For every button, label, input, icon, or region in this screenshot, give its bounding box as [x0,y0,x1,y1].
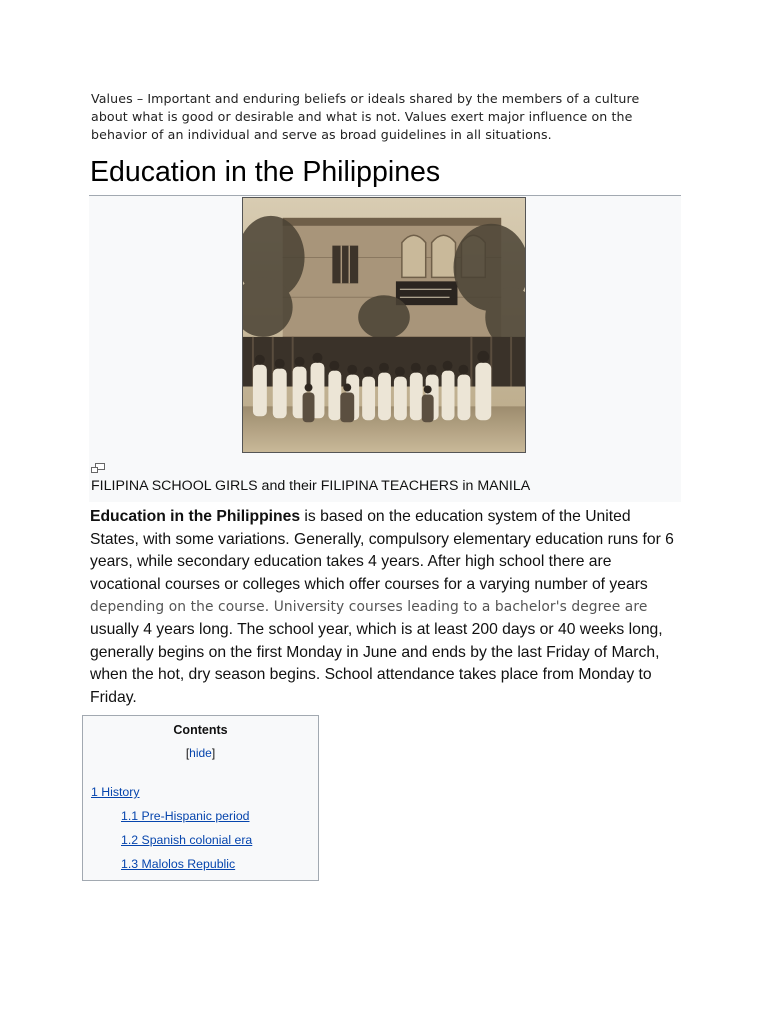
article-text-tail: usually 4 years long. The school year, which is at least 200 days or 40 weeks long, generally begins on the first Monday in June and ends by the last Friday of March, when the hot, dry season begins. School attendance takes place from Monday to Friday. [90,620,663,706]
school-photo-image [243,198,525,452]
toc-item-spanish-colonial[interactable]: 1.2 Spanish colonial era [121,833,253,847]
toc-title: Contents [173,723,228,737]
toc-bracket-close: ] [211,746,216,760]
toc-hide-control [83,746,318,760]
page-title: Education in the Philippines [90,156,441,188]
table-of-contents [82,715,319,881]
school-photo[interactable] [242,197,526,453]
toc-bracket-open: [ [185,746,190,760]
toc-item-malolos-republic[interactable]: 1.3 Malolos Republic [121,857,236,871]
enlarge-icon[interactable] [91,463,105,473]
toc-item-history[interactable]: 1 History [91,785,140,799]
figure-caption: FILIPINA SCHOOL GIRLS and their FILIPINA TEACHERS in MANILA [91,478,531,494]
article-lead-bold: Education in the Philippines [90,508,301,525]
article-paragraph [90,506,682,709]
toc-hide-link[interactable]: hide [189,746,212,760]
toc-item-pre-hispanic[interactable]: 1.1 Pre-Hispanic period [121,809,250,823]
intro-paragraph: Values – Important and enduring beliefs or ideals shared by the members of a culture about what is good or desirable and what is not. Values exert major influence on the behavior of an individual and serve as broad guidelines in all situations. [91,91,640,142]
article-text-light: depending on the course. University courses leading to a bachelor's degree are [90,599,648,616]
article-text: is based on the education system of the United States, with some variations. Generally, compulsory elementary education runs for 6 years, while secondary education takes 4 years. After high school there are vocational courses or colleges which offer courses for a varying number of years [90,508,674,593]
